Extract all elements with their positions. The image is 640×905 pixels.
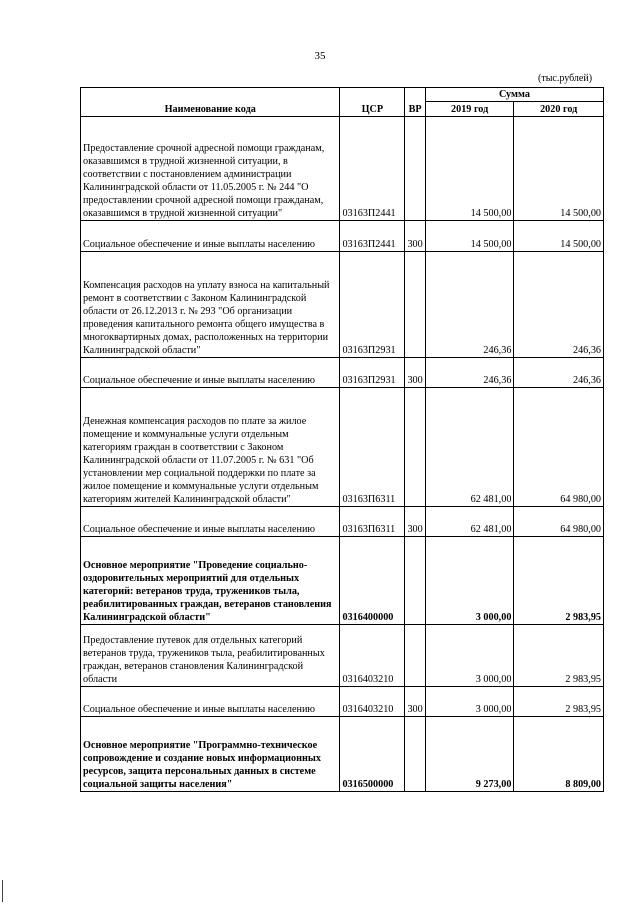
row-2020: 14 500,00 [514,117,604,221]
table-row [81,252,604,358]
header-year-2020: 2020 год [514,102,604,117]
row-2019: 246,36 [425,358,514,388]
row-name: Денежная компенсация расходов по плате за жилое помещение и коммунальные услуги отдельным категориям граждан в соответствии с Законом Калининградской области от 11.07.2005 г. № 631 "Об установлении мер социальной поддержки по плате за жилое помещение и коммунальные услуги отдельным категориям жителей Калининградской области" [81,388,340,507]
row-2020: 2 983,95 [514,625,604,687]
row-vr [405,252,426,358]
row-2019: 246,36 [425,252,514,358]
row-2019: 3 000,00 [425,625,514,687]
row-csr: 03163П2441 [340,117,405,221]
units-note: (тыс.рублей) [538,73,593,84]
table-row [81,221,604,252]
row-2019: 3 000,00 [425,537,514,625]
row-vr [405,388,426,507]
row-2020: 246,36 [514,358,604,388]
budget-table [80,87,604,792]
row-name: Социальное обеспечение и иные выплаты населению [81,507,340,537]
row-2020: 14 500,00 [514,221,604,252]
row-2020: 2 983,95 [514,687,604,717]
row-vr: 300 [405,221,426,252]
row-vr [405,625,426,687]
row-2020: 64 980,00 [514,507,604,537]
table-row [81,117,604,221]
table-row [81,507,604,537]
header-sum: Сумма [425,88,603,102]
row-2020: 8 809,00 [514,717,604,792]
table-row [81,717,604,792]
header-csr: ЦСР [340,88,405,117]
table-row [81,388,604,507]
row-name: Социальное обеспечение и иные выплаты населению [81,358,340,388]
table-row [81,687,604,717]
row-csr: 0316400000 [340,537,405,625]
row-name: Основное мероприятие "Программно-техническое сопровождение и создание новых информационных ресурсов, защита персональных данных в системе социальной защиты населения" [81,717,340,792]
row-2019: 3 000,00 [425,687,514,717]
row-csr: 03163П6311 [340,507,405,537]
header-year-2019: 2019 год [425,102,514,117]
row-csr: 0316500000 [340,717,405,792]
row-vr [405,537,426,625]
scan-margin-mark [2,880,3,902]
row-vr: 300 [405,358,426,388]
row-csr: 03163П2931 [340,358,405,388]
row-name: Компенсация расходов на уплату взноса на капитальный ремонт в соответствии с Законом Калининградской области от 26.12.2013 г. № 293 "Об организации проведения капитального ремонта общего имущества в многоквартирных домах, расположенных на территории Калининградской области" [81,252,340,358]
row-csr: 03163П2441 [340,221,405,252]
row-csr: 0316403210 [340,687,405,717]
row-2019: 62 481,00 [425,507,514,537]
page-number: 35 [314,50,326,62]
row-2019: 62 481,00 [425,388,514,507]
row-2019: 9 273,00 [425,717,514,792]
table-row [81,358,604,388]
row-vr [405,717,426,792]
row-name: Социальное обеспечение и иные выплаты населению [81,221,340,252]
row-2020: 64 980,00 [514,388,604,507]
row-vr: 300 [405,507,426,537]
table-row [81,537,604,625]
table-row [81,625,604,687]
row-2019: 14 500,00 [425,117,514,221]
row-vr [405,117,426,221]
header-name: Наименование кода [81,88,340,117]
row-name: Основное мероприятие "Проведение социально-оздоровительных мероприятий для отдельных категорий: ветеранов труда, тружеников тыла, реабилитированных граждан, ветеранов становления Калининградской области" [81,537,340,625]
row-2019: 14 500,00 [425,221,514,252]
row-2020: 246,36 [514,252,604,358]
row-name: Предоставление срочной адресной помощи гражданам, оказавшимся в трудной жизненной ситуации, в соответствии с постановлением администрации Калининградской области от 11.05.2005 г. № 244 "О предоставлении срочной адресной помощи гражданам, оказавшимся в трудной жизненной ситуации" [81,117,340,221]
row-2020: 2 983,95 [514,537,604,625]
row-name: Социальное обеспечение и иные выплаты населению [81,687,340,717]
header-vr: ВР [405,88,426,117]
row-name: Предоставление путевок для отдельных категорий ветеранов труда, тружеников тыла, реабилитированных граждан, ветеранов становления Калининградской области [81,625,340,687]
row-csr: 03163П2931 [340,252,405,358]
row-vr: 300 [405,687,426,717]
row-csr: 03163П6311 [340,388,405,507]
row-csr: 0316403210 [340,625,405,687]
